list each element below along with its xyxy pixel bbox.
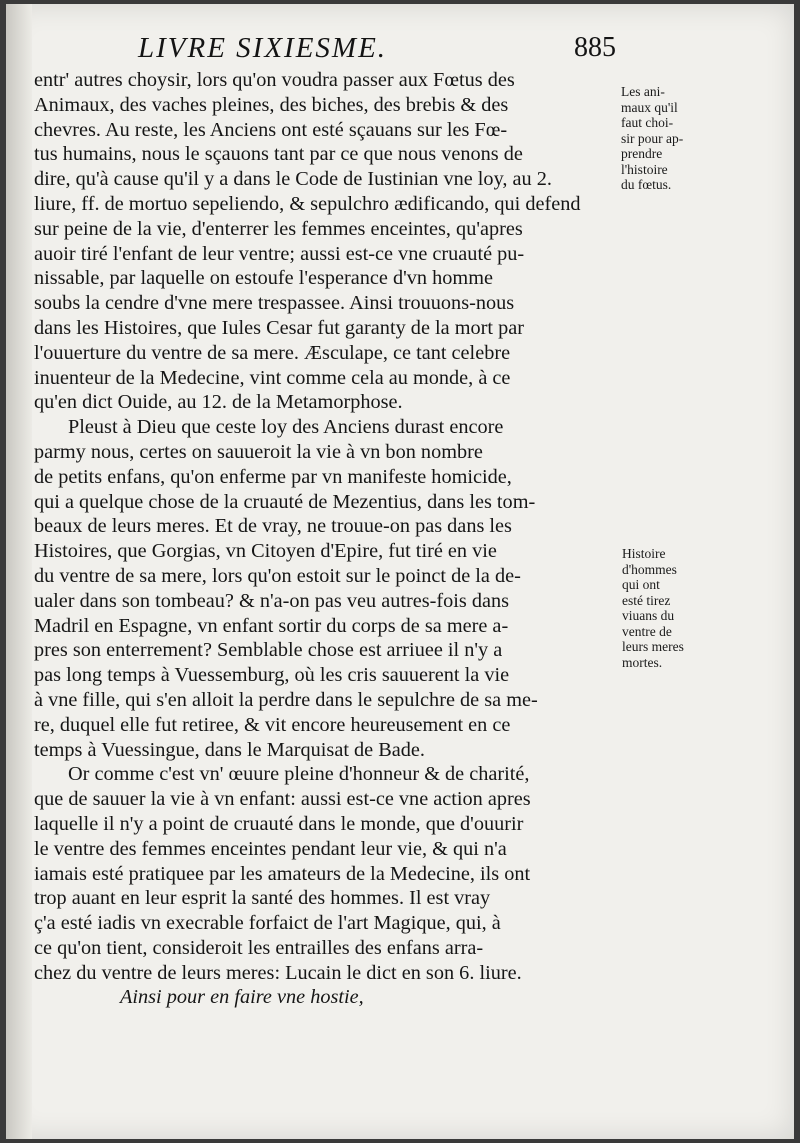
text-line: auoir tiré l'enfant de leur ventre; aussi est-ce vne cruauté pu-: [34, 242, 525, 265]
text-line: qui a quelque chose de la cruauté de Mezentius, dans les tom-: [34, 490, 536, 513]
text-line: Or comme c'est vn' œuure pleine d'honneur & de charité,: [68, 763, 530, 786]
text-line: Histoires, que Gorgias, vn Citoyen d'Epire, fut tiré en vie: [34, 540, 497, 563]
text-line: dire, qu'à cause qu'il y a dans le Code de Iustinian vne loy, au 2.: [34, 168, 552, 191]
text-line: qu'en dict Ouide, au 12. de la Metamorphose.: [34, 391, 403, 414]
text-line: inuenteur de la Medecine, vint comme cela au monde, à ce: [34, 366, 511, 389]
text-line: de petits enfans, qu'on enferme par vn manifeste homicide,: [34, 465, 512, 488]
marginal-note-line: sir pour ap-: [621, 130, 684, 146]
marginal-note-line: prendre: [621, 146, 663, 161]
marginal-note-line: esté tirez: [622, 592, 671, 608]
text-line: entr' autres choysir, lors qu'on voudra passer aux Fœtus des: [34, 69, 515, 91]
marginal-note-line: Les ani-: [621, 84, 665, 99]
text-line: dans les Histoires, que Iules Cesar fut garanty de la mort par: [34, 316, 524, 339]
text-line: nissable, par laquelle on estoufe l'esperance d'vn homme: [34, 267, 493, 290]
text-line: chez du ventre de leurs meres: Lucain le dict en son 6. liure.: [34, 961, 522, 984]
text-line: parmy nous, certes on sauueroit la vie à vn bon nombre: [34, 440, 483, 463]
text-line: le ventre des femmes enceintes pendant leur vie, & qui n'a: [34, 837, 507, 860]
text-line: Ainsi pour en faire vne hostie,: [120, 986, 364, 1009]
text-line: temps à Vuessingue, dans le Marquisat de Bade.: [34, 738, 425, 761]
text-line: liure, ff. de mortuo sepeliendo, & sepulchro ædificando, qui defend: [34, 192, 581, 215]
text-line: re, duquel elle fut retiree, & vit encore heureusement en ce: [34, 713, 511, 736]
marginal-note: [621, 84, 683, 193]
marginal-note-line: leurs meres: [622, 639, 684, 654]
text-line: ce qu'on tient, consideroit les entrailles des enfans arra-: [34, 936, 484, 959]
text-line: que de sauuer la vie à vn enfant: aussi est-ce vne action apres: [34, 788, 531, 811]
text-line: tus humains, nous le sçauons tant par ce que nous venons de: [34, 143, 523, 166]
text-line: à vne fille, qui s'en alloit la perdre dans le sepulchre de sa me-: [34, 688, 538, 711]
marginal-note-line: mortes.: [622, 654, 663, 670]
text-line: pres son enterrement? Semblable chose est arriuee il n'y a: [34, 639, 503, 662]
marginal-note-line: d'hommes: [622, 561, 677, 577]
text-line: Animaux, des vaches pleines, des biches, des brebis & des: [34, 93, 509, 116]
marginal-note: [622, 546, 684, 670]
text-line: laquelle il n'y a point de cruauté dans le monde, que d'ouurir: [34, 812, 524, 835]
text-line: soubs la cendre d'vne mere trespassee. Ainsi trouuons-nous: [34, 292, 515, 315]
running-title: LIVRE SIXIESME.: [138, 32, 388, 64]
marginal-note-line: qui ont: [622, 577, 660, 592]
text-line: sur peine de la vie, d'enterrer les femmes enceintes, qu'apres: [34, 217, 523, 240]
text-line: du ventre de sa mere, lors qu'on estoit sur le poinct de la de-: [34, 564, 521, 587]
page-number: 885: [574, 32, 616, 63]
text-line: chevres. Au reste, les Anciens ont esté sçauans sur les Fœ-: [34, 118, 508, 141]
marginal-note-line: du fœtus.: [621, 177, 672, 192]
text-line: ç'a esté iadis vn execrable forfaict de l'art Magique, qui, à: [34, 912, 501, 935]
page-gutter-shadow: [6, 4, 32, 1139]
text-line: iamais esté pratiquee par les amateurs de la Medecine, ils ont: [34, 862, 531, 885]
marginal-note-line: ventre de: [622, 623, 672, 639]
marginal-note-line: Histoire: [622, 546, 666, 561]
text-line: Madril en Espagne, vn enfant sortir du corps de sa mere a-: [34, 614, 509, 637]
body-text: [34, 68, 630, 1010]
marginal-note-line: maux qu'il: [621, 99, 678, 115]
text-line: pas long temps à Vuessemburg, où les cris sauuerent la vie: [34, 664, 510, 687]
marginal-note-line: viuans du: [622, 608, 675, 623]
text-line: ualer dans son tombeau? & n'a-on pas veu autres-fois dans: [34, 589, 510, 612]
marginal-note-line: l'histoire: [621, 161, 668, 177]
text-line: l'ouuerture du ventre de sa mere. Æsculape, ce tant celebre: [34, 341, 511, 364]
book-page: [6, 4, 794, 1139]
text-line: trop auant en leur esprit la santé des hommes. Il est vray: [34, 887, 491, 910]
marginal-note-line: faut choi-: [621, 115, 674, 130]
text-line: Pleust à Dieu que ceste loy des Anciens durast encore: [68, 416, 504, 439]
text-line: beaux de leurs meres. Et de vray, ne trouue-on pas dans les: [34, 515, 512, 538]
